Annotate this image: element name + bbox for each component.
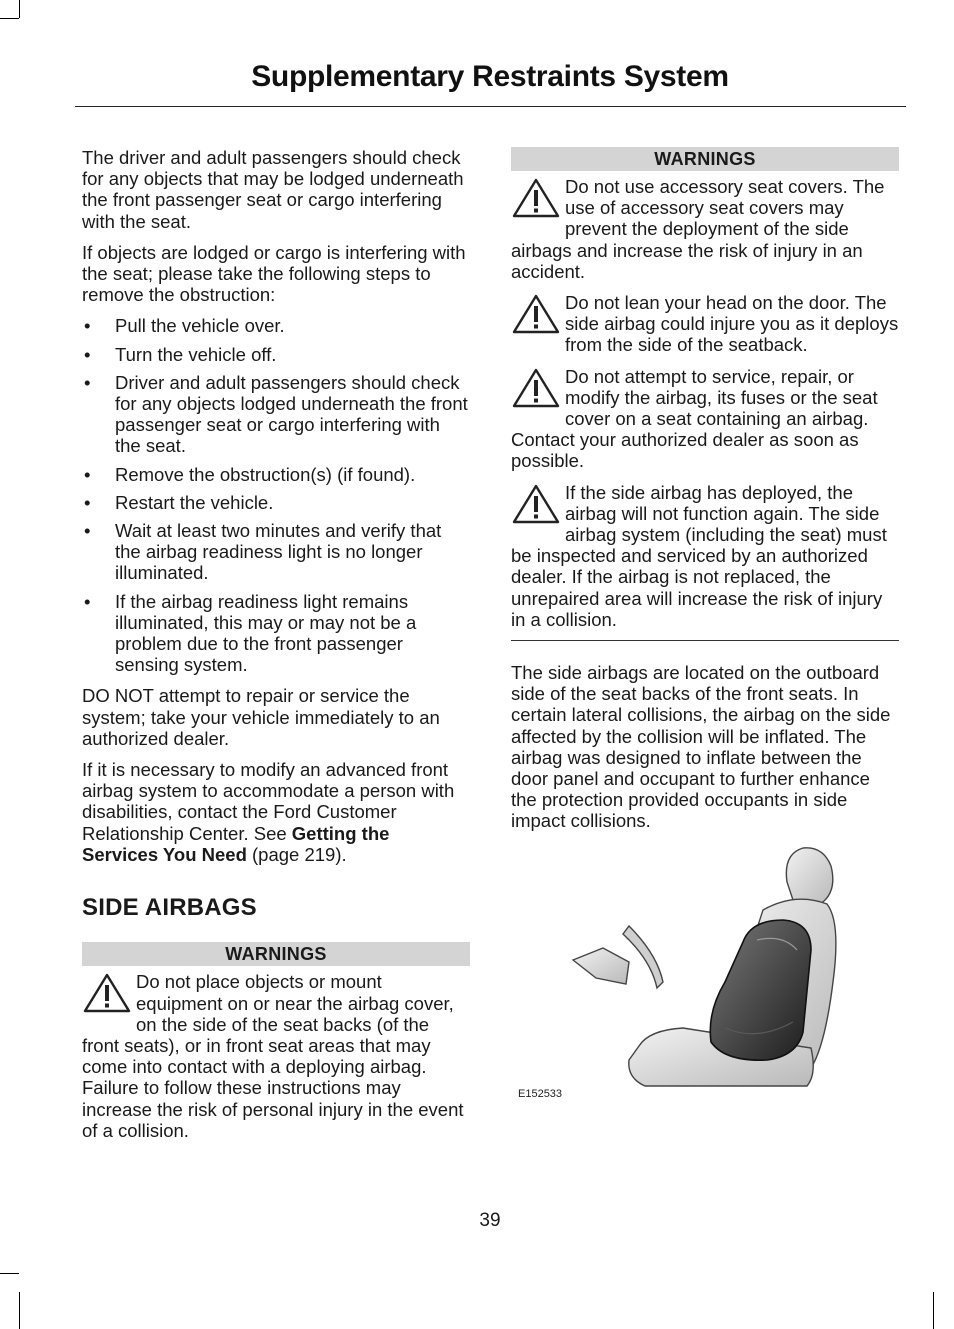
crop-mark	[0, 18, 19, 19]
intro-paragraph: If objects are lodged or cargo is interfering with the seat; please take the following steps to remove the obstruction:	[82, 241, 466, 306]
list-item	[82, 464, 470, 485]
warning-item	[511, 482, 899, 630]
warnings-heading: WARNINGS	[511, 147, 899, 171]
warning-triangle-icon	[511, 367, 561, 409]
crop-mark	[19, 0, 20, 18]
crop-mark	[0, 1273, 19, 1274]
bullet-icon: •	[84, 315, 91, 337]
bullet-icon: •	[84, 520, 91, 542]
seat-airbag-figure	[511, 842, 899, 1102]
page-title: Supplementary Restraints System	[251, 60, 729, 93]
side-airbag-description: The side airbags are located on the outboard side of the seat backs of the front seats. In certain lateral collisions, the airbag on the side affected by the collision will be inflated. The airbag was designed to inflate between the door panel and occupant to further enhance the protection provided occupants in side impact collisions.	[511, 662, 891, 832]
warning-item	[82, 971, 470, 1141]
warning-item	[511, 366, 899, 472]
figure-code: E152533	[518, 1087, 563, 1100]
warning-triangle-icon	[82, 972, 132, 1014]
list-item-text: Wait at least two minutes and verify that the airbag readiness light is no longer illuminated.	[115, 520, 442, 584]
list-item	[82, 344, 470, 365]
warning-text: Do not place objects or mount equipment on or near the airbag cover, on the side of the seat backs (of the front seats), or in front seat areas that may come into contact with a deploying airbag. Failure to follow these instructions may increase the risk of personal injury in the event of a collision.	[82, 971, 464, 1141]
list-item-text: If the airbag readiness light remains illuminated, this may or may not be a problem due to the front passenger sensing system.	[115, 590, 417, 676]
warning-item	[511, 176, 899, 282]
warning-text: If the side airbag has deployed, the airbag will not function again. The side airbag system (including the seat) must be inspected and serviced by an authorized dealer. If the airbag is not replaced, the unrepaired area will increase the risk of injury in a collision.	[511, 481, 887, 630]
bullet-icon: •	[84, 463, 91, 485]
list-item-text: Pull the vehicle over.	[115, 315, 285, 337]
left-column	[82, 147, 470, 1151]
modify-text: If it is necessary to modify an advanced front airbag system to accommodate a person with disabilities, contact the Ford Customer Relationship Center. See	[82, 759, 455, 844]
section-heading: SIDE AIRBAGS	[82, 894, 257, 922]
title-divider	[75, 106, 906, 107]
warning-text: Do not attempt to service, repair, or modify the airbag, its fuses or the seat cover on a seat containing an airbag. Contact your authorized dealer as soon as possible.	[511, 365, 878, 472]
list-item	[82, 372, 470, 457]
bullet-icon: •	[84, 371, 91, 393]
bullet-icon: •	[84, 491, 91, 513]
page-reference: (page 219).	[246, 843, 347, 865]
list-item	[82, 591, 470, 676]
seat-with-side-airbag-illustration	[511, 842, 899, 1102]
crop-mark	[933, 1292, 934, 1329]
warning-text: Do not use accessory seat covers. The use of accessory seat covers may prevent the deployment of the side airbags and increase the risk of injury in an accident.	[511, 176, 885, 282]
warnings-heading: WARNINGS	[82, 942, 470, 966]
warning-triangle-icon	[511, 483, 561, 525]
page-number: 39	[479, 1210, 501, 1231]
warning-triangle-icon	[511, 177, 561, 219]
modify-paragraph	[82, 759, 470, 865]
bullet-icon: •	[84, 343, 91, 365]
warning-triangle-icon	[511, 293, 561, 335]
list-item	[82, 520, 470, 584]
list-item	[82, 492, 470, 513]
warning-text: Do not lean your head on the door. The side airbag could injure you as it deploys from the side of the seatback.	[565, 292, 899, 356]
list-item-text: Driver and adult passengers should check for any objects lodged underneath the front passenger seat or cargo interfering with the seat.	[115, 371, 468, 457]
right-column	[511, 147, 899, 1102]
crop-mark	[19, 1292, 20, 1329]
do-not-paragraph: DO NOT attempt to repair or service the system; take your vehicle immediately to an authorized dealer.	[82, 685, 440, 749]
list-item-text: Remove the obstruction(s) (if found).	[115, 463, 416, 485]
list-item-text: Turn the vehicle off.	[115, 343, 277, 365]
warning-item	[511, 292, 899, 356]
list-item	[82, 315, 470, 336]
steps-list	[82, 315, 470, 675]
list-item-text: Restart the vehicle.	[115, 491, 274, 513]
warnings-end-divider	[511, 640, 899, 641]
services-link[interactable]: Getting the Services You Need	[82, 822, 390, 865]
intro-paragraph: The driver and adult passengers should check for any objects that may be lodged underneath the front passenger seat or cargo interfering with the seat.	[82, 147, 464, 232]
bullet-icon: •	[84, 590, 91, 612]
